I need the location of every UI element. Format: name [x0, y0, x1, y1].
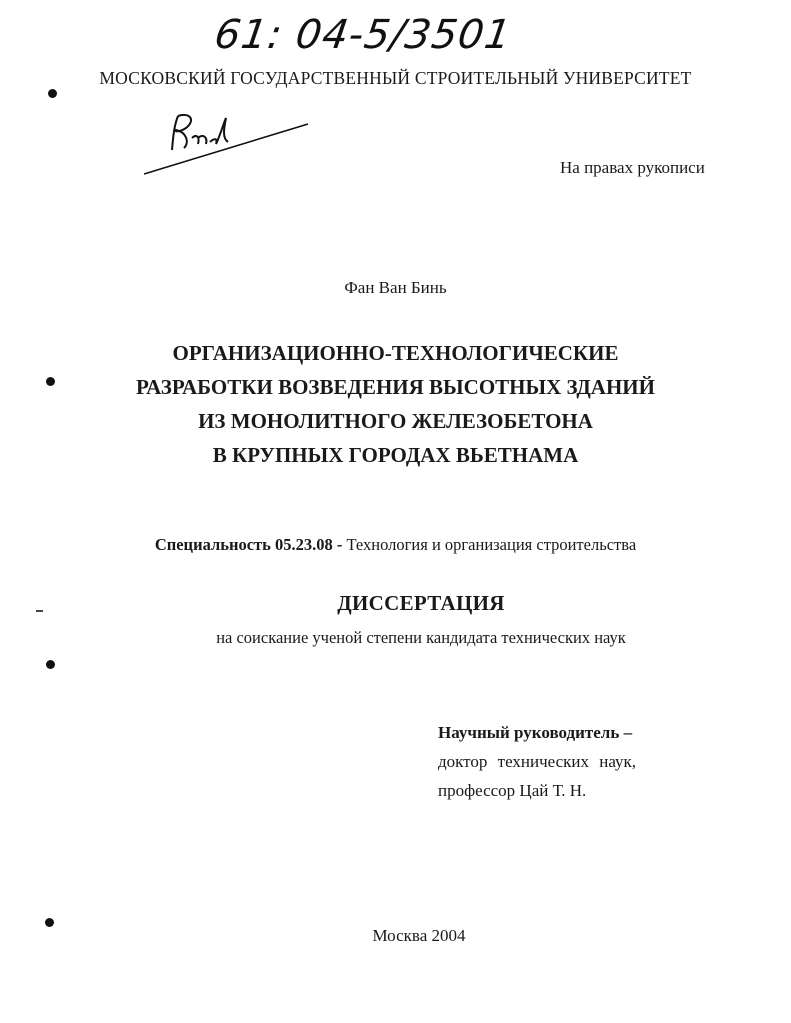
supervisor-heading: Научный руководитель – [438, 723, 633, 742]
title-line: ОРГАНИЗАЦИОННО-ТЕХНОЛОГИЧЕСКИЕ [172, 341, 619, 365]
title-line: РАЗРАБОТКИ ВОЗВЕДЕНИЯ ВЫСОТНЫХ ЗДАНИЙ [136, 375, 655, 399]
handwritten-signature [140, 108, 320, 178]
margin-tick-mark [36, 610, 43, 612]
city-year: Москва 2004 [372, 926, 466, 945]
university-name: МОСКОВСКИЙ ГОСУДАРСТВЕННЫЙ СТРОИТЕЛЬНЫЙ УНИВЕРСИТЕТ [99, 68, 692, 88]
binding-hole-mark [46, 377, 55, 386]
dissertation-heading: ДИССЕРТАЦИЯ [337, 591, 505, 615]
dissertation-title [0, 336, 791, 472]
author-name: Фан Ван Бинь [344, 278, 447, 297]
binding-hole-mark [46, 660, 55, 669]
rights-note: На правах рукописи [560, 158, 705, 177]
supervisor-degree: доктор технических наук, [438, 752, 637, 771]
supervisor-block [438, 718, 636, 805]
binding-hole-mark [45, 918, 54, 927]
specialty-label: Специальность 05.23.08 - [154, 535, 343, 554]
supervisor-name: профессор Цай Т. Н. [438, 781, 587, 800]
specialty-value: Технология и организация строительства [346, 535, 637, 554]
archive-stamp: 61: 04-5/3501 [211, 12, 515, 58]
title-line: В КРУПНЫХ ГОРОДАХ ВЬЕТНАМА [212, 443, 579, 467]
dissertation-subtitle: на соискание ученой степени кандидата технических наук [216, 628, 626, 647]
binding-hole-mark [48, 89, 57, 98]
title-line: ИЗ МОНОЛИТНОГО ЖЕЛЕЗОБЕТОНА [198, 409, 593, 433]
specialty-line [0, 535, 791, 555]
